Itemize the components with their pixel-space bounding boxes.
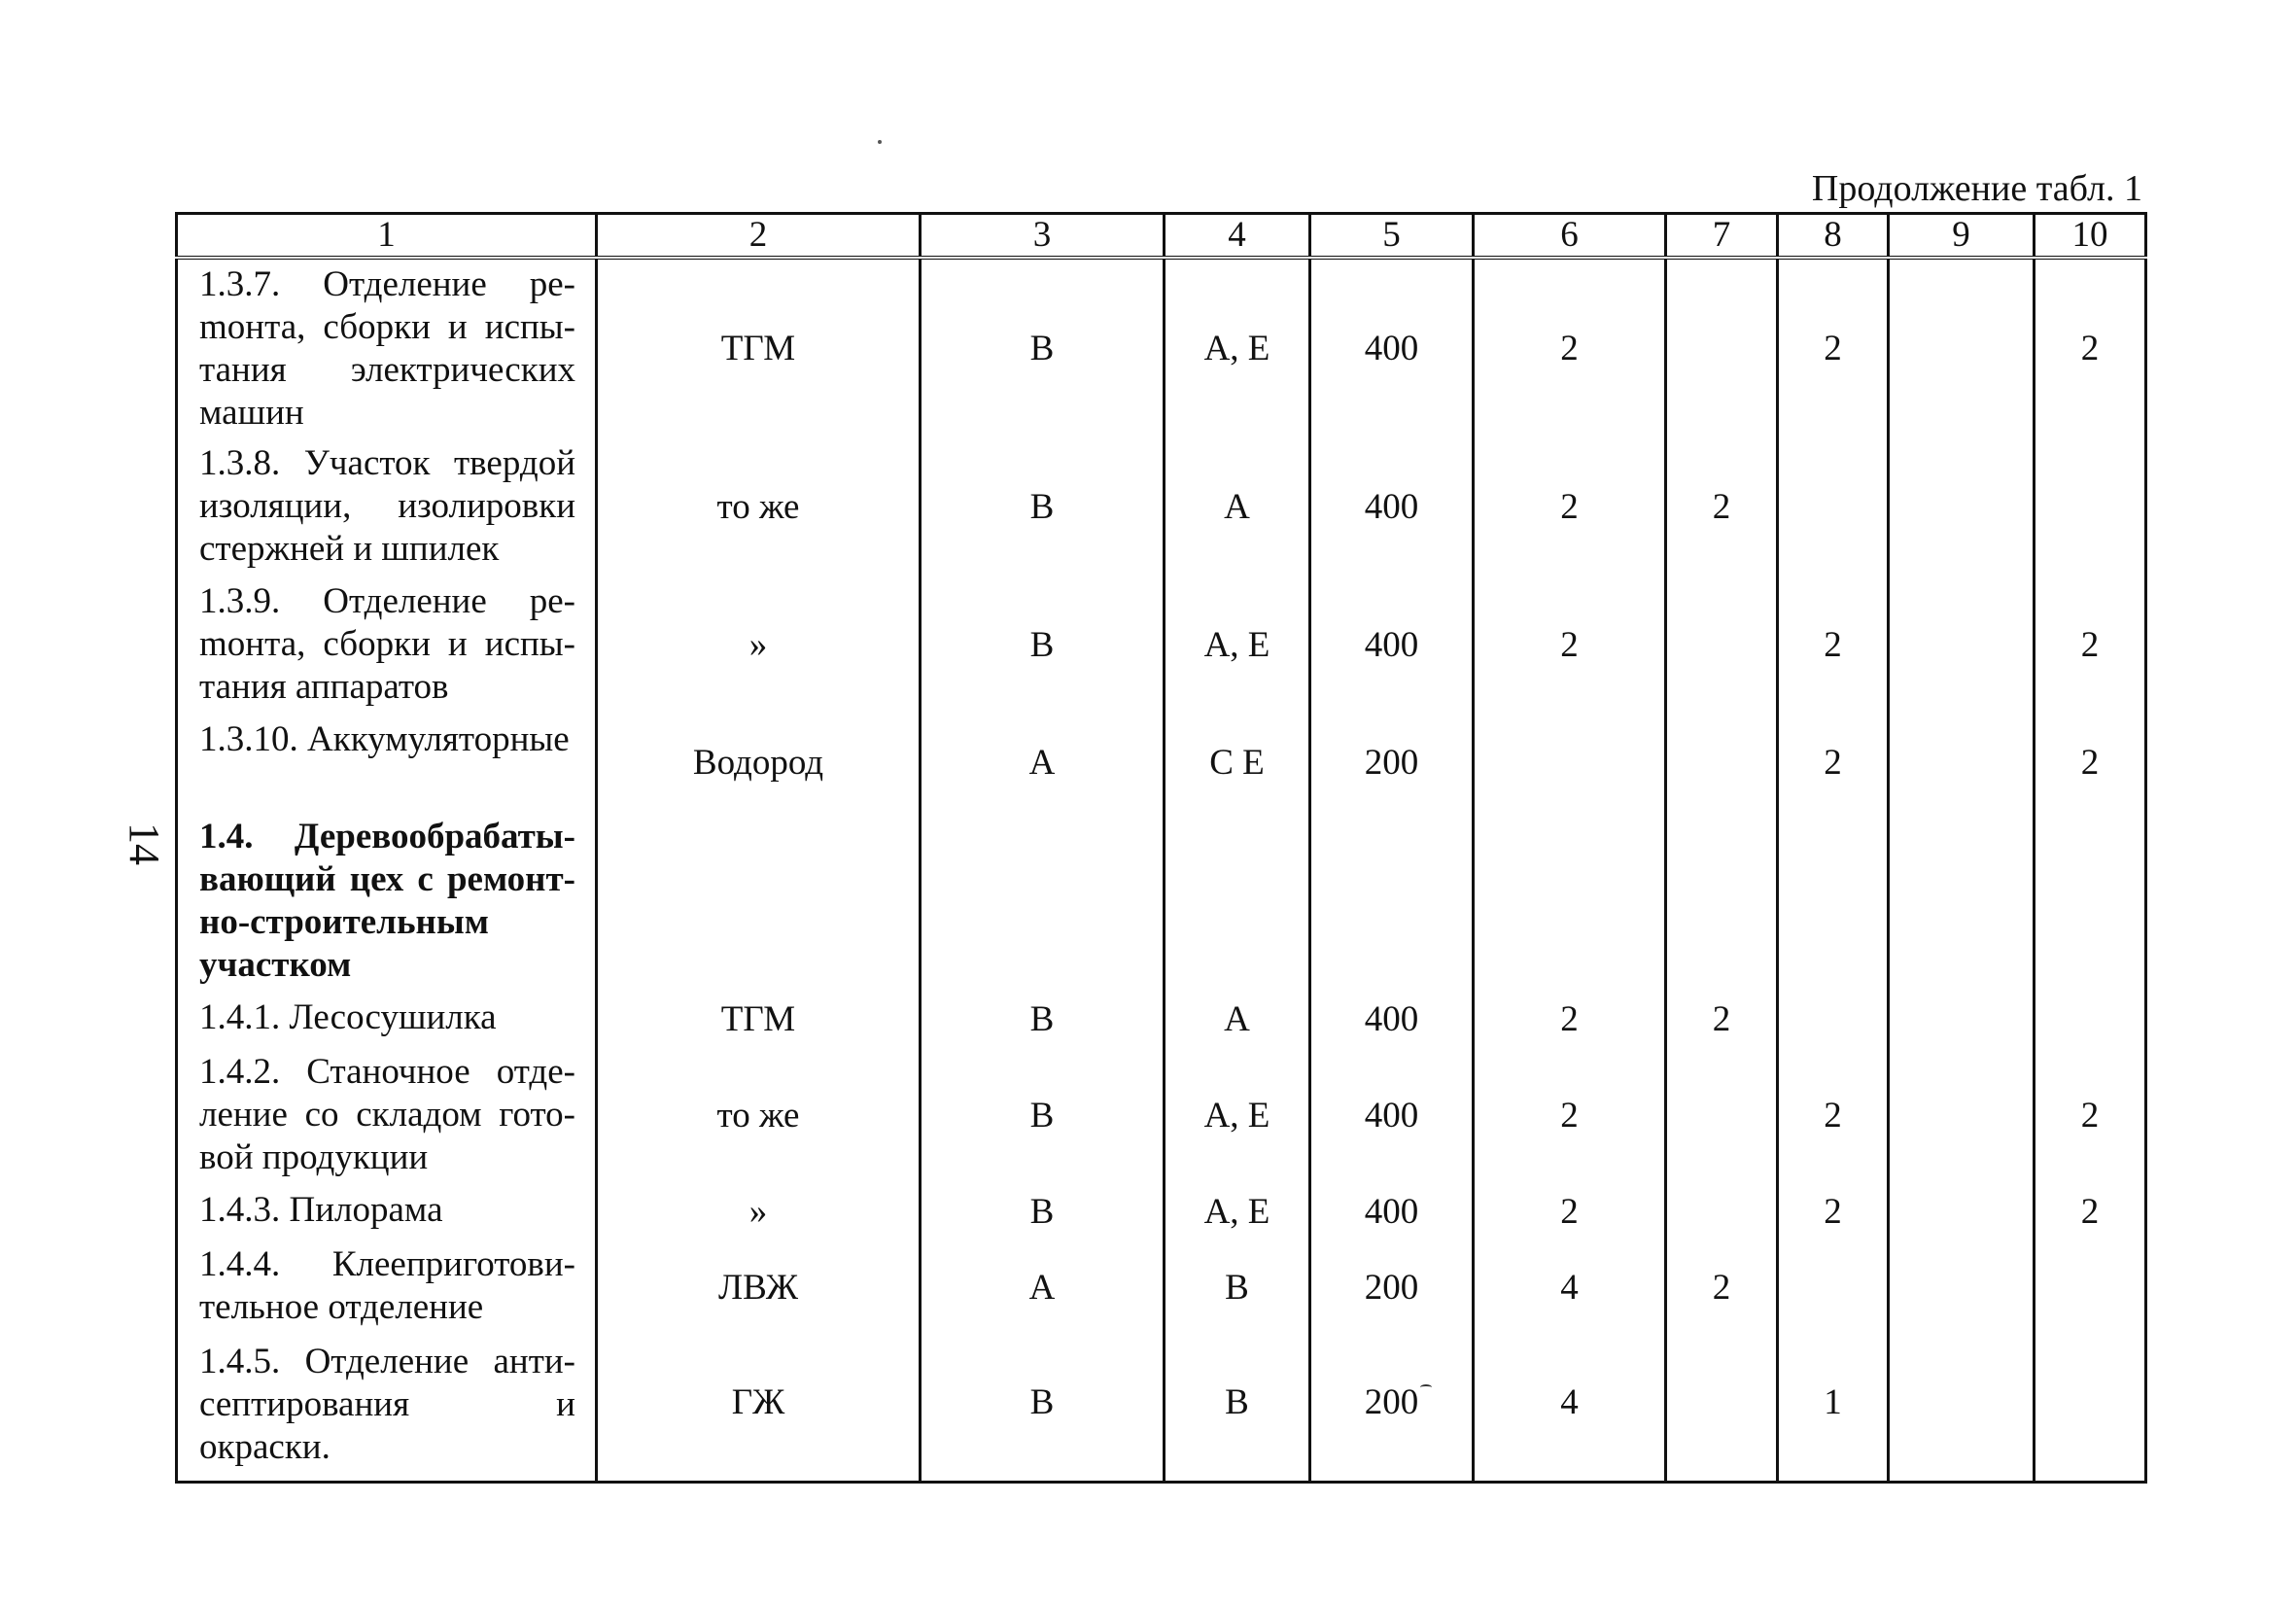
cell-col-2: ТГМ bbox=[597, 993, 921, 1047]
row-name: 1.3.8. Участок твердой изоляции, изолировки стержней и шпилек bbox=[177, 438, 597, 576]
cell-col-5: 400 bbox=[1310, 576, 1474, 715]
cell-col-4: В bbox=[1165, 1337, 1310, 1483]
cell-col-7 bbox=[1666, 1337, 1778, 1483]
cell-col-6: 2 bbox=[1474, 1185, 1666, 1240]
section-name: 1.4. Деревообрабатывающий цех с ремонтно-строительным участком bbox=[177, 812, 597, 993]
cell-col-2 bbox=[597, 812, 921, 993]
cell-col-2: ГЖ bbox=[597, 1337, 921, 1483]
table-row-section bbox=[177, 812, 2146, 993]
cell-col-9 bbox=[1889, 438, 2035, 576]
cell-col-8 bbox=[1778, 993, 1889, 1047]
cell-col-8 bbox=[1778, 812, 1889, 993]
cell-col-4: А, Е bbox=[1165, 1185, 1310, 1240]
cell-col-7 bbox=[1666, 1047, 1778, 1185]
table-row bbox=[177, 258, 2146, 438]
row-name: 1.3.9. Отделение реmонта, сборки и испытания аппаратов bbox=[177, 576, 597, 715]
cell-col-5 bbox=[1310, 812, 1474, 993]
cell-col-8: 2 bbox=[1778, 576, 1889, 715]
column-header-1: 1 bbox=[177, 214, 597, 259]
cell-col-5: 400 bbox=[1310, 438, 1474, 576]
cell-col-8: 2 bbox=[1778, 1047, 1889, 1185]
cell-col-3: А bbox=[921, 715, 1165, 812]
cell-col-10: 2 bbox=[2035, 715, 2146, 812]
cell-col-9 bbox=[1889, 1047, 2035, 1185]
cell-col-4 bbox=[1165, 812, 1310, 993]
cell-col-3: В bbox=[921, 258, 1165, 438]
column-header-10: 10 bbox=[2035, 214, 2146, 259]
cell-col-9 bbox=[1889, 1185, 2035, 1240]
table-row bbox=[177, 576, 2146, 715]
cell-col-8 bbox=[1778, 1240, 1889, 1337]
cell-col-6 bbox=[1474, 812, 1666, 993]
cell-col-8: 2 bbox=[1778, 1185, 1889, 1240]
cell-col-10 bbox=[2035, 812, 2146, 993]
cell-col-9 bbox=[1889, 812, 2035, 993]
cell-col-9 bbox=[1889, 715, 2035, 812]
cell-col-5: 400 bbox=[1310, 258, 1474, 438]
cell-col-5: 200 bbox=[1310, 715, 1474, 812]
cell-col-7 bbox=[1666, 812, 1778, 993]
cell-col-2: Водород bbox=[597, 715, 921, 812]
table-row bbox=[177, 1185, 2146, 1240]
cell-col-9 bbox=[1889, 993, 2035, 1047]
cell-col-4: В bbox=[1165, 1240, 1310, 1337]
cell-col-7 bbox=[1666, 715, 1778, 812]
cell-col-10 bbox=[2035, 1240, 2146, 1337]
column-header-8: 8 bbox=[1778, 214, 1889, 259]
table-row bbox=[177, 1337, 2146, 1483]
cell-col-5: 400 bbox=[1310, 993, 1474, 1047]
row-name: 1.4.5. Отделение антисептирования и окраски. bbox=[177, 1337, 597, 1483]
cell-col-10: 2 bbox=[2035, 1047, 2146, 1185]
cell-col-5: 400 bbox=[1310, 1185, 1474, 1240]
cell-col-10 bbox=[2035, 438, 2146, 576]
cell-col-4: А bbox=[1165, 993, 1310, 1047]
cell-col-8: 1 bbox=[1778, 1337, 1889, 1483]
row-name: 1.4.1. Лесосушилка bbox=[177, 993, 597, 1047]
cell-col-6: 2 bbox=[1474, 258, 1666, 438]
column-header-5: 5 bbox=[1310, 214, 1474, 259]
cell-col-10: 2 bbox=[2035, 258, 2146, 438]
row-name: 1.4.2. Станочное отделение со складом готовой продукции bbox=[177, 1047, 597, 1185]
cell-col-9 bbox=[1889, 1337, 2035, 1483]
header-row bbox=[177, 214, 2146, 259]
cell-col-5-value: 200 bbox=[1364, 1382, 1419, 1422]
cell-col-3: В bbox=[921, 1047, 1165, 1185]
cell-col-8: 2 bbox=[1778, 715, 1889, 812]
column-header-3: 3 bbox=[921, 214, 1165, 259]
row-name: 1.4.4. Клееприготовительное отделение bbox=[177, 1240, 597, 1337]
cell-col-6: 2 bbox=[1474, 1047, 1666, 1185]
cell-col-2: ТГМ bbox=[597, 258, 921, 438]
cell-col-8 bbox=[1778, 438, 1889, 576]
row-name: 1.3.10. Аккумуляторные bbox=[177, 715, 597, 812]
cell-col-3: В bbox=[921, 576, 1165, 715]
cell-col-3: В bbox=[921, 438, 1165, 576]
page-number: 14 bbox=[121, 822, 168, 865]
column-header-4: 4 bbox=[1165, 214, 1310, 259]
column-header-7: 7 bbox=[1666, 214, 1778, 259]
cell-col-7 bbox=[1666, 258, 1778, 438]
cell-col-3: В bbox=[921, 1337, 1165, 1483]
cell-col-2: » bbox=[597, 576, 921, 715]
cell-col-5: 400 bbox=[1310, 1047, 1474, 1185]
table-row bbox=[177, 1047, 2146, 1185]
cell-col-6: 4 bbox=[1474, 1337, 1666, 1483]
cell-col-7 bbox=[1666, 576, 1778, 715]
cell-col-10 bbox=[2035, 993, 2146, 1047]
data-table bbox=[175, 212, 2147, 1484]
cell-col-5: 200 bbox=[1310, 1240, 1474, 1337]
cell-col-9 bbox=[1889, 1240, 2035, 1337]
cell-col-7: 2 bbox=[1666, 1240, 1778, 1337]
scan-speck bbox=[878, 140, 882, 144]
cell-col-4: А bbox=[1165, 438, 1310, 576]
column-header-9: 9 bbox=[1889, 214, 2035, 259]
cell-col-7: 2 bbox=[1666, 438, 1778, 576]
cell-col-6 bbox=[1474, 715, 1666, 812]
cell-col-3 bbox=[921, 812, 1165, 993]
cell-col-3: В bbox=[921, 1185, 1165, 1240]
row-name: 1.3.7. Отделение реmонта, сборки и испытания электрических машин bbox=[177, 258, 597, 438]
cell-col-8: 2 bbox=[1778, 258, 1889, 438]
cell-col-5 bbox=[1310, 1337, 1474, 1483]
table-row bbox=[177, 1240, 2146, 1337]
table-row bbox=[177, 993, 2146, 1047]
cell-col-4: С Е bbox=[1165, 715, 1310, 812]
cell-col-4: А, Е bbox=[1165, 576, 1310, 715]
table-continuation-caption: Продолжение табл. 1 bbox=[1811, 168, 2142, 209]
cell-col-10 bbox=[2035, 1337, 2146, 1483]
column-header-6: 6 bbox=[1474, 214, 1666, 259]
cell-col-6: 2 bbox=[1474, 993, 1666, 1047]
cell-col-10: 2 bbox=[2035, 576, 2146, 715]
cell-col-3: А bbox=[921, 1240, 1165, 1337]
cell-col-4: А, Е bbox=[1165, 1047, 1310, 1185]
column-header-2: 2 bbox=[597, 214, 921, 259]
cell-col-3: В bbox=[921, 993, 1165, 1047]
cell-col-2: » bbox=[597, 1185, 921, 1240]
cell-col-7: 2 bbox=[1666, 993, 1778, 1047]
row-name: 1.4.3. Пилорама bbox=[177, 1185, 597, 1240]
cell-col-9 bbox=[1889, 258, 2035, 438]
cell-col-6: 4 bbox=[1474, 1240, 1666, 1337]
cell-col-9 bbox=[1889, 576, 2035, 715]
cell-col-4: А, Е bbox=[1165, 258, 1310, 438]
table-row bbox=[177, 715, 2146, 812]
cell-col-2: ЛВЖ bbox=[597, 1240, 921, 1337]
cell-col-6: 2 bbox=[1474, 576, 1666, 715]
cell-col-6: 2 bbox=[1474, 438, 1666, 576]
cell-col-10: 2 bbox=[2035, 1185, 2146, 1240]
table-row bbox=[177, 438, 2146, 576]
cell-col-2: то же bbox=[597, 1047, 921, 1185]
cell-col-7 bbox=[1666, 1185, 1778, 1240]
cell-col-2: то же bbox=[597, 438, 921, 576]
